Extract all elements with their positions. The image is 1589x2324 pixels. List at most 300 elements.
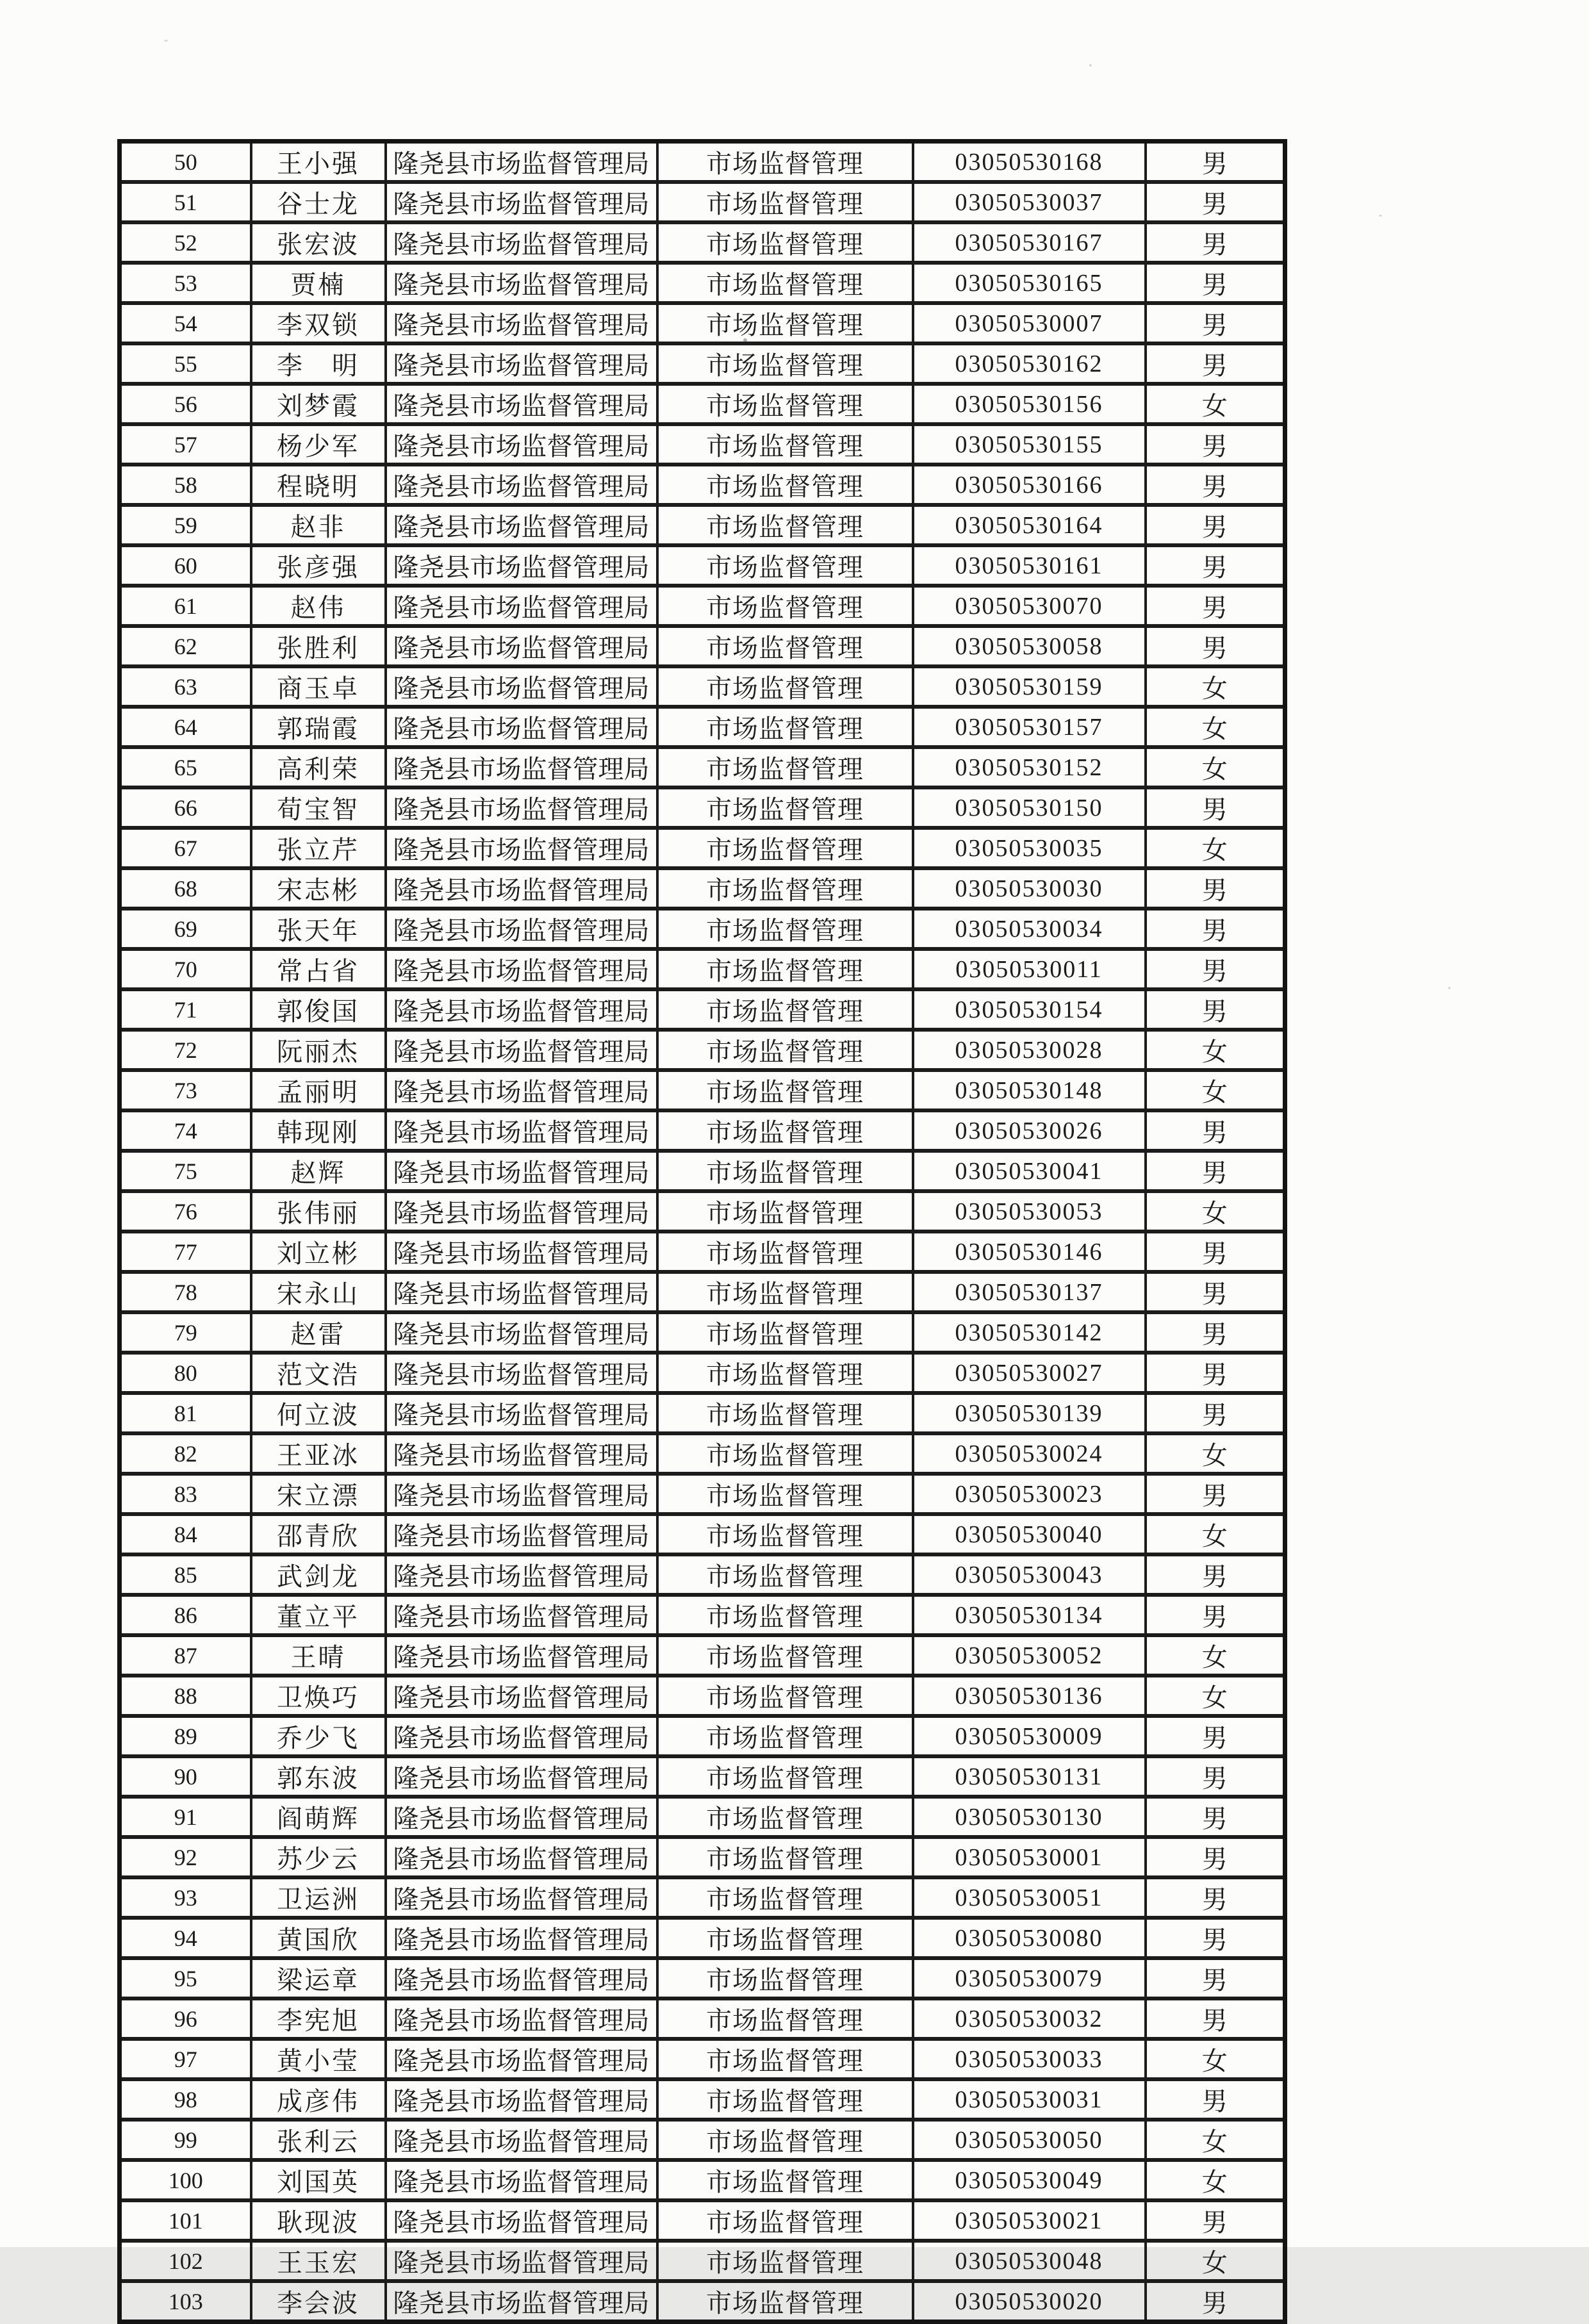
name-cell: 荀宝智 <box>251 787 386 828</box>
name-cell: 张利云 <box>251 2120 386 2160</box>
table-row <box>120 343 1285 384</box>
exam-number-cell: 03050530050 <box>913 2120 1146 2160</box>
exam-number-cell: 03050530043 <box>913 1554 1146 1595</box>
row-number-cell: 99 <box>120 2120 251 2160</box>
department-cell: 市场监督管理 <box>657 1474 913 1514</box>
department-cell: 市场监督管理 <box>657 2079 913 2120</box>
name-cell: 韩现刚 <box>251 1110 386 1151</box>
exam-number-cell: 03050530027 <box>913 1353 1146 1393</box>
table-row <box>120 626 1285 666</box>
organization-cell: 隆尧县市场监督管理局 <box>386 545 657 586</box>
organization-cell: 隆尧县市场监督管理局 <box>386 222 657 263</box>
table-row <box>120 1030 1285 1070</box>
table-row <box>120 989 1285 1030</box>
organization-cell: 隆尧县市场监督管理局 <box>386 384 657 424</box>
organization-cell: 隆尧县市场监督管理局 <box>386 343 657 384</box>
row-number-cell: 102 <box>120 2241 251 2281</box>
department-cell: 市场监督管理 <box>657 142 913 183</box>
exam-number-cell: 03050530155 <box>913 424 1146 465</box>
name-cell: 刘国英 <box>251 2160 386 2200</box>
gender-cell: 男 <box>1146 545 1285 586</box>
exam-number-cell: 03050530049 <box>913 2160 1146 2200</box>
gender-cell: 男 <box>1146 505 1285 545</box>
row-number-cell: 50 <box>120 142 251 183</box>
table-row <box>120 505 1285 545</box>
organization-cell: 隆尧县市场监督管理局 <box>386 303 657 343</box>
organization-cell: 隆尧县市场监督管理局 <box>386 1312 657 1353</box>
scan-speck <box>1448 987 1451 989</box>
row-number-cell: 85 <box>120 1554 251 1595</box>
department-cell: 市场监督管理 <box>657 1272 913 1312</box>
department-cell: 市场监督管理 <box>657 787 913 828</box>
gender-cell: 男 <box>1146 1272 1285 1312</box>
gender-cell: 女 <box>1146 1433 1285 1474</box>
row-number-cell: 87 <box>120 1635 251 1676</box>
organization-cell: 隆尧县市场监督管理局 <box>386 1998 657 2039</box>
gender-cell: 男 <box>1146 2079 1285 2120</box>
name-cell: 王小强 <box>251 142 386 183</box>
exam-number-cell: 03050530159 <box>913 666 1146 707</box>
table-row <box>120 828 1285 868</box>
gender-cell: 男 <box>1146 1998 1285 2039</box>
organization-cell: 隆尧县市场监督管理局 <box>386 424 657 465</box>
department-cell: 市场监督管理 <box>657 2160 913 2200</box>
department-cell: 市场监督管理 <box>657 2281 913 2322</box>
table-row <box>120 1756 1285 1797</box>
name-cell: 孟丽明 <box>251 1070 386 1110</box>
table-row <box>120 1312 1285 1353</box>
department-cell: 市场监督管理 <box>657 586 913 626</box>
table-row <box>120 2160 1285 2200</box>
organization-cell: 隆尧县市场监督管理局 <box>386 2079 657 2120</box>
name-cell: 赵非 <box>251 505 386 545</box>
gender-cell: 男 <box>1146 1151 1285 1191</box>
organization-cell: 隆尧县市场监督管理局 <box>386 1110 657 1151</box>
gender-cell: 女 <box>1146 1676 1285 1716</box>
row-number-cell: 98 <box>120 2079 251 2120</box>
exam-number-cell: 03050530053 <box>913 1191 1146 1232</box>
row-number-cell: 94 <box>120 1918 251 1958</box>
table-row <box>120 1151 1285 1191</box>
department-cell: 市场监督管理 <box>657 1232 913 1272</box>
name-cell: 成彦伟 <box>251 2079 386 2120</box>
name-cell: 张立芹 <box>251 828 386 868</box>
name-cell: 李宪旭 <box>251 1998 386 2039</box>
gender-cell: 男 <box>1146 303 1285 343</box>
gender-cell: 女 <box>1146 828 1285 868</box>
exam-number-cell: 03050530146 <box>913 1232 1146 1272</box>
table-row <box>120 909 1285 949</box>
exam-number-cell: 03050530070 <box>913 586 1146 626</box>
name-cell: 黄国欣 <box>251 1918 386 1958</box>
name-cell: 赵辉 <box>251 1151 386 1191</box>
exam-number-cell: 03050530136 <box>913 1676 1146 1716</box>
exam-number-cell: 03050530150 <box>913 787 1146 828</box>
row-number-cell: 95 <box>120 1958 251 1998</box>
gender-cell: 男 <box>1146 182 1285 222</box>
name-cell: 范文浩 <box>251 1353 386 1393</box>
row-number-cell: 58 <box>120 465 251 505</box>
organization-cell: 隆尧县市场监督管理局 <box>386 1030 657 1070</box>
gender-cell: 男 <box>1146 787 1285 828</box>
exam-number-cell: 03050530154 <box>913 989 1146 1030</box>
organization-cell: 隆尧县市场监督管理局 <box>386 666 657 707</box>
table-row <box>120 1958 1285 1998</box>
exam-number-cell: 03050530161 <box>913 545 1146 586</box>
organization-cell: 隆尧县市场监督管理局 <box>386 505 657 545</box>
row-number-cell: 72 <box>120 1030 251 1070</box>
organization-cell: 隆尧县市场监督管理局 <box>386 586 657 626</box>
name-cell: 郭瑞霞 <box>251 707 386 747</box>
organization-cell: 隆尧县市场监督管理局 <box>386 909 657 949</box>
organization-cell: 隆尧县市场监督管理局 <box>386 2039 657 2079</box>
department-cell: 市场监督管理 <box>657 1030 913 1070</box>
name-cell: 董立平 <box>251 1595 386 1635</box>
row-number-cell: 56 <box>120 384 251 424</box>
row-number-cell: 89 <box>120 1716 251 1756</box>
exam-number-cell: 03050530007 <box>913 303 1146 343</box>
department-cell: 市场监督管理 <box>657 1070 913 1110</box>
gender-cell: 男 <box>1146 1918 1285 1958</box>
row-number-cell: 84 <box>120 1514 251 1554</box>
department-cell: 市场监督管理 <box>657 1393 913 1433</box>
organization-cell: 隆尧县市场监督管理局 <box>386 182 657 222</box>
department-cell: 市场监督管理 <box>657 1554 913 1595</box>
table-row <box>120 1877 1285 1918</box>
department-cell: 市场监督管理 <box>657 1635 913 1676</box>
organization-cell: 隆尧县市场监督管理局 <box>386 1837 657 1877</box>
department-cell: 市场监督管理 <box>657 949 913 989</box>
organization-cell: 隆尧县市场监督管理局 <box>386 1353 657 1393</box>
table-row <box>120 2241 1285 2281</box>
exam-number-cell: 03050530020 <box>913 2281 1146 2322</box>
table-row <box>120 1393 1285 1433</box>
name-cell: 王玉宏 <box>251 2241 386 2281</box>
row-number-cell: 100 <box>120 2160 251 2200</box>
table-row <box>120 384 1285 424</box>
table-row <box>120 2039 1285 2079</box>
row-number-cell: 69 <box>120 909 251 949</box>
table-row <box>120 1797 1285 1837</box>
table-row <box>120 868 1285 909</box>
row-number-cell: 76 <box>120 1191 251 1232</box>
table-row <box>120 1837 1285 1877</box>
exam-number-cell: 03050530031 <box>913 2079 1146 2120</box>
gender-cell: 女 <box>1146 2039 1285 2079</box>
row-number-cell: 92 <box>120 1837 251 1877</box>
name-cell: 谷士龙 <box>251 182 386 222</box>
organization-cell: 隆尧县市场监督管理局 <box>386 1797 657 1837</box>
table-row <box>120 142 1285 183</box>
gender-cell: 男 <box>1146 1393 1285 1433</box>
organization-cell: 隆尧县市场监督管理局 <box>386 2120 657 2160</box>
department-cell: 市场监督管理 <box>657 303 913 343</box>
exam-number-cell: 03050530058 <box>913 626 1146 666</box>
exam-number-cell: 03050530037 <box>913 182 1146 222</box>
table-row <box>120 787 1285 828</box>
department-cell: 市场监督管理 <box>657 1514 913 1554</box>
organization-cell: 隆尧县市场监督管理局 <box>386 1554 657 1595</box>
row-number-cell: 101 <box>120 2200 251 2241</box>
gender-cell: 男 <box>1146 1756 1285 1797</box>
name-cell: 常占省 <box>251 949 386 989</box>
name-cell: 卫焕巧 <box>251 1676 386 1716</box>
organization-cell: 隆尧县市场监督管理局 <box>386 707 657 747</box>
department-cell: 市场监督管理 <box>657 1797 913 1837</box>
department-cell: 市场监督管理 <box>657 1756 913 1797</box>
organization-cell: 隆尧县市场监督管理局 <box>386 142 657 183</box>
exam-number-cell: 03050530079 <box>913 1958 1146 1998</box>
gender-cell: 女 <box>1146 2160 1285 2200</box>
row-number-cell: 63 <box>120 666 251 707</box>
table-row <box>120 747 1285 787</box>
department-cell: 市场监督管理 <box>657 868 913 909</box>
name-cell: 郭俊国 <box>251 989 386 1030</box>
gender-cell: 女 <box>1146 666 1285 707</box>
organization-cell: 隆尧县市场监督管理局 <box>386 626 657 666</box>
row-number-cell: 74 <box>120 1110 251 1151</box>
name-cell: 阎萌辉 <box>251 1797 386 1837</box>
exam-number-cell: 03050530156 <box>913 384 1146 424</box>
row-number-cell: 66 <box>120 787 251 828</box>
organization-cell: 隆尧县市场监督管理局 <box>386 828 657 868</box>
department-cell: 市场监督管理 <box>657 263 913 303</box>
table-row <box>120 707 1285 747</box>
name-cell: 郭东波 <box>251 1756 386 1797</box>
department-cell: 市场监督管理 <box>657 707 913 747</box>
organization-cell: 隆尧县市场监督管理局 <box>386 465 657 505</box>
name-cell: 宋志彬 <box>251 868 386 909</box>
exam-number-cell: 03050530137 <box>913 1272 1146 1312</box>
name-cell: 商玉卓 <box>251 666 386 707</box>
exam-number-cell: 03050530026 <box>913 1110 1146 1151</box>
gender-cell: 女 <box>1146 1191 1285 1232</box>
table-row <box>120 1716 1285 1756</box>
department-cell: 市场监督管理 <box>657 182 913 222</box>
name-cell: 乔少飞 <box>251 1716 386 1756</box>
exam-number-cell: 03050530142 <box>913 1312 1146 1353</box>
department-cell: 市场监督管理 <box>657 1716 913 1756</box>
gender-cell: 男 <box>1146 1837 1285 1877</box>
scan-speck <box>1379 215 1382 217</box>
organization-cell: 隆尧县市场监督管理局 <box>386 1070 657 1110</box>
gender-cell: 男 <box>1146 949 1285 989</box>
table-row <box>120 465 1285 505</box>
table-row <box>120 545 1285 586</box>
exam-number-cell: 03050530034 <box>913 909 1146 949</box>
row-number-cell: 68 <box>120 868 251 909</box>
row-number-cell: 86 <box>120 1595 251 1635</box>
row-number-cell: 81 <box>120 1393 251 1433</box>
organization-cell: 隆尧县市场监督管理局 <box>386 2281 657 2322</box>
exam-number-cell: 03050530157 <box>913 707 1146 747</box>
row-number-cell: 59 <box>120 505 251 545</box>
department-cell: 市场监督管理 <box>657 384 913 424</box>
department-cell: 市场监督管理 <box>657 2120 913 2160</box>
row-number-cell: 64 <box>120 707 251 747</box>
row-number-cell: 70 <box>120 949 251 989</box>
department-cell: 市场监督管理 <box>657 1433 913 1474</box>
table-row <box>120 303 1285 343</box>
gender-cell: 男 <box>1146 142 1285 183</box>
exam-number-cell: 03050530052 <box>913 1635 1146 1676</box>
row-number-cell: 55 <box>120 343 251 384</box>
candidate-roster-table <box>117 139 1287 2324</box>
name-cell: 苏少云 <box>251 1837 386 1877</box>
row-number-cell: 77 <box>120 1232 251 1272</box>
gender-cell: 男 <box>1146 1877 1285 1918</box>
row-number-cell: 71 <box>120 989 251 1030</box>
exam-number-cell: 03050530130 <box>913 1797 1146 1837</box>
department-cell: 市场监督管理 <box>657 1191 913 1232</box>
organization-cell: 隆尧县市场监督管理局 <box>386 1151 657 1191</box>
gender-cell: 男 <box>1146 586 1285 626</box>
table-row <box>120 1353 1285 1393</box>
exam-number-cell: 03050530165 <box>913 263 1146 303</box>
row-number-cell: 83 <box>120 1474 251 1514</box>
department-cell: 市场监督管理 <box>657 505 913 545</box>
table-row <box>120 586 1285 626</box>
table-row <box>120 1070 1285 1110</box>
name-cell: 贾楠 <box>251 263 386 303</box>
table-row <box>120 1918 1285 1958</box>
department-cell: 市场监督管理 <box>657 545 913 586</box>
gender-cell: 男 <box>1146 343 1285 384</box>
exam-number-cell: 03050530166 <box>913 465 1146 505</box>
gender-cell: 男 <box>1146 1353 1285 1393</box>
organization-cell: 隆尧县市场监督管理局 <box>386 263 657 303</box>
exam-number-cell: 03050530162 <box>913 343 1146 384</box>
exam-number-cell: 03050530033 <box>913 2039 1146 2079</box>
gender-cell: 男 <box>1146 424 1285 465</box>
organization-cell: 隆尧县市场监督管理局 <box>386 1393 657 1433</box>
scan-speck <box>164 40 168 42</box>
row-number-cell: 103 <box>120 2281 251 2322</box>
name-cell: 黄小莹 <box>251 2039 386 2079</box>
row-number-cell: 54 <box>120 303 251 343</box>
row-number-cell: 67 <box>120 828 251 868</box>
table-row <box>120 1635 1285 1676</box>
table-row <box>120 2120 1285 2160</box>
gender-cell: 男 <box>1146 1554 1285 1595</box>
name-cell: 张彦强 <box>251 545 386 586</box>
name-cell: 宋立漂 <box>251 1474 386 1514</box>
department-cell: 市场监督管理 <box>657 1918 913 1958</box>
name-cell: 宋永山 <box>251 1272 386 1312</box>
row-number-cell: 53 <box>120 263 251 303</box>
gender-cell: 男 <box>1146 1312 1285 1353</box>
department-cell: 市场监督管理 <box>657 1312 913 1353</box>
gender-cell: 男 <box>1146 989 1285 1030</box>
gender-cell: 男 <box>1146 222 1285 263</box>
table-row <box>120 1110 1285 1151</box>
exam-number-cell: 03050530028 <box>913 1030 1146 1070</box>
exam-number-cell: 03050530040 <box>913 1514 1146 1554</box>
department-cell: 市场监督管理 <box>657 1877 913 1918</box>
organization-cell: 隆尧县市场监督管理局 <box>386 989 657 1030</box>
organization-cell: 隆尧县市场监督管理局 <box>386 1191 657 1232</box>
organization-cell: 隆尧县市场监督管理局 <box>386 949 657 989</box>
department-cell: 市场监督管理 <box>657 2200 913 2241</box>
name-cell: 李 明 <box>251 343 386 384</box>
table-row <box>120 182 1285 222</box>
organization-cell: 隆尧县市场监督管理局 <box>386 2200 657 2241</box>
name-cell: 张宏波 <box>251 222 386 263</box>
department-cell: 市场监督管理 <box>657 989 913 1030</box>
table-row <box>120 1272 1285 1312</box>
table-row <box>120 949 1285 989</box>
gender-cell: 女 <box>1146 1635 1285 1676</box>
gender-cell: 男 <box>1146 1110 1285 1151</box>
organization-cell: 隆尧县市场监督管理局 <box>386 1272 657 1312</box>
organization-cell: 隆尧县市场监督管理局 <box>386 1676 657 1716</box>
row-number-cell: 61 <box>120 586 251 626</box>
row-number-cell: 80 <box>120 1353 251 1393</box>
table-row <box>120 1676 1285 1716</box>
name-cell: 程晓明 <box>251 465 386 505</box>
table-row <box>120 1191 1285 1232</box>
gender-cell: 男 <box>1146 1716 1285 1756</box>
row-number-cell: 65 <box>120 747 251 787</box>
name-cell: 王亚冰 <box>251 1433 386 1474</box>
exam-number-cell: 03050530041 <box>913 1151 1146 1191</box>
organization-cell: 隆尧县市场监督管理局 <box>386 2160 657 2200</box>
name-cell: 高利荣 <box>251 747 386 787</box>
name-cell: 杨少军 <box>251 424 386 465</box>
exam-number-cell: 03050530152 <box>913 747 1146 787</box>
gender-cell: 男 <box>1146 1474 1285 1514</box>
name-cell: 何立波 <box>251 1393 386 1433</box>
row-number-cell: 97 <box>120 2039 251 2079</box>
table-row <box>120 1595 1285 1635</box>
gender-cell: 女 <box>1146 747 1285 787</box>
table-row <box>120 1474 1285 1514</box>
exam-number-cell: 03050530048 <box>913 2241 1146 2281</box>
department-cell: 市场监督管理 <box>657 1958 913 1998</box>
exam-number-cell: 03050530168 <box>913 142 1146 183</box>
exam-number-cell: 03050530139 <box>913 1393 1146 1433</box>
gender-cell: 女 <box>1146 2120 1285 2160</box>
table-row <box>120 424 1285 465</box>
exam-number-cell: 03050530032 <box>913 1998 1146 2039</box>
table-row <box>120 1433 1285 1474</box>
row-number-cell: 93 <box>120 1877 251 1918</box>
name-cell: 武剑龙 <box>251 1554 386 1595</box>
table-row <box>120 2281 1285 2322</box>
exam-number-cell: 03050530011 <box>913 949 1146 989</box>
organization-cell: 隆尧县市场监督管理局 <box>386 1635 657 1676</box>
gender-cell: 男 <box>1146 465 1285 505</box>
row-number-cell: 51 <box>120 182 251 222</box>
row-number-cell: 75 <box>120 1151 251 1191</box>
table-row <box>120 1232 1285 1272</box>
name-cell: 阮丽杰 <box>251 1030 386 1070</box>
organization-cell: 隆尧县市场监督管理局 <box>386 1958 657 1998</box>
exam-number-cell: 03050530148 <box>913 1070 1146 1110</box>
exam-number-cell: 03050530023 <box>913 1474 1146 1514</box>
gender-cell: 男 <box>1146 1595 1285 1635</box>
row-number-cell: 73 <box>120 1070 251 1110</box>
gender-cell: 女 <box>1146 1514 1285 1554</box>
gender-cell: 男 <box>1146 626 1285 666</box>
row-number-cell: 62 <box>120 626 251 666</box>
organization-cell: 隆尧县市场监督管理局 <box>386 1514 657 1554</box>
table-row <box>120 2079 1285 2120</box>
scan-speck <box>1089 64 1092 67</box>
exam-number-cell: 03050530051 <box>913 1877 1146 1918</box>
department-cell: 市场监督管理 <box>657 747 913 787</box>
table-row <box>120 263 1285 303</box>
